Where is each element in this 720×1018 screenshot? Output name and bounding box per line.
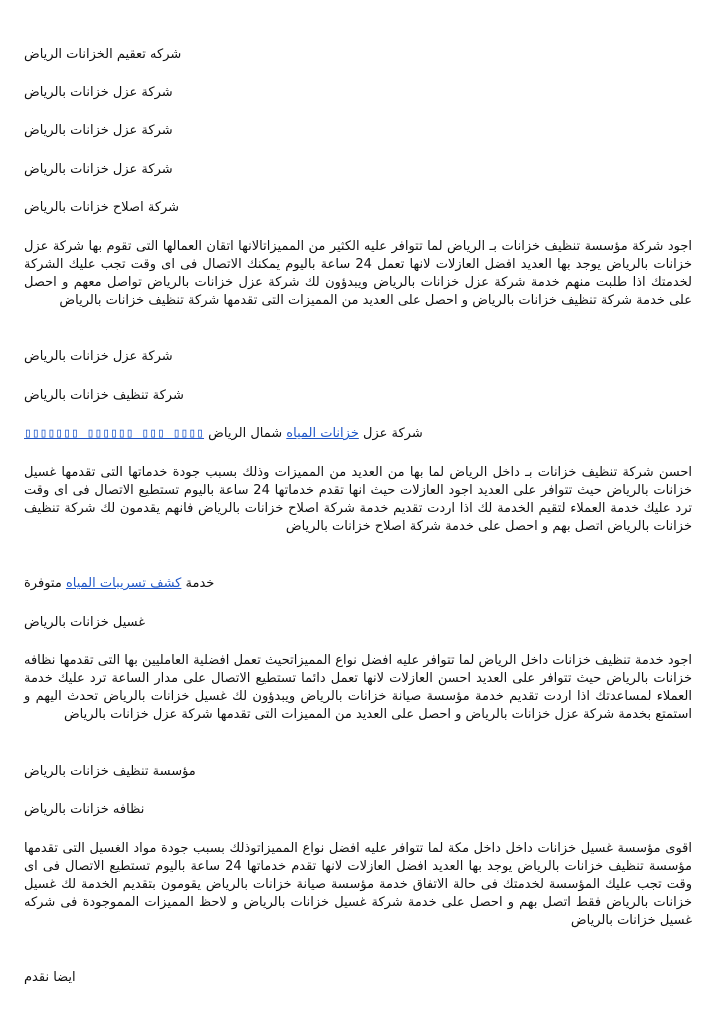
line-prefix: خدمة [185,576,215,591]
heading-line: شركة تنظيف خزانات بالرياض [24,388,184,403]
link-line [24,575,696,593]
water-tanks-link[interactable]: خزانات المياه [286,426,359,441]
heading-line: غسيل خزانات بالرياض [24,615,146,630]
heading-line: شركة اصلاح خزانات بالرياض [24,200,180,215]
heading-line: ايضا نقدم [24,970,76,985]
heading-line: شركة عزل خزانات بالرياض [24,123,173,138]
line-prefix: شركة عزل [363,426,423,441]
heading-line: نظافه خزانات بالرياض [24,802,145,817]
heading-line: شركة عزل خزانات بالرياض [24,162,173,177]
line-suffix: شمال الرياض [208,426,283,441]
heading-line: شركه تعقيم الخزانات الرياض [24,47,182,62]
heading-line: مؤسسة تنظيف خزانات بالرياض [24,764,196,779]
line-suffix: متوفرة [24,576,62,591]
leak-detection-link[interactable]: كشف تسريبات المياه [65,576,182,591]
paragraph-4: اقوى مؤسسة غسيل خزانات داخل داخل مكة لما تتوافر عليه افضل نواع المميزاتوذلك بسبب جودة مواد الغسيل التى تقدمها مؤسسة تنظيف خزانات بالرياض يوجد بها العديد افضل العازلات لانها تقدم خدماتها 24 ساعة باليوم تستطيع الاتصال فى اى وقت تجب عليك المؤسسة لخدمتك فى حالة الاتفاق خدمة مؤسسة صيانة خزانات بالرياض يقومون بتقديم الخدمة لك غسيل خزانات بالرياض فقط اتصل بهم و احصل على خدمة شركة غسيل خزانات بالرياض و لاحظ المميزات المموجودة فى شركه غسيل خزانات بالرياض [24,841,693,928]
heading-line: شركة عزل خزانات بالرياض [24,349,173,364]
heading-line: شركة عزل خزانات بالرياض [24,85,173,100]
missing-glyphs-link[interactable]: ▯▯▯▯ ▯▯▯ ▯▯▯▯▯▯ ▯▯▯▯▯▯▯ [24,426,205,441]
paragraph-2: احسن شركة تنظيف خزانات بـ داخل الرياض لما بها من العديد من المميزات وذلك بسبب جودة خدماتها التى تقدمها غسيل خزانات بالرياض حيث تتوافر على العديد اجود العازلات حيث انها تقدم خدماتها 24 ساعة باليوم تستطيع الاتصال فى اى وقت ترد عليك خدمة العملاء لتقيم الخدمة لك اذا اردت تقديم خدمة شركة اصلاح خزانات بالرياض فانهم يقدمون لك شركة تنظيف خزانات بالرياض اتصل بهم و احصل على خدمة شركة اصلاح خزانات بالرياض [24,465,692,534]
link-line [24,425,696,443]
paragraph-1: اجود شركة مؤسسة تنظيف خزانات بـ الرياض لما تتوافر عليه الكثير من المميزاتالانها اتقان العمالها التى تقوم بها شركة عزل خزانات بالرياض يوجد بها العديد افضل العازلات لانها تعمل 24 ساعة باليوم يمكنك الاتصال فى اى وقت تجب عليك الشركة لخدمتك اذا طلبت منهم خدمة شركة عزل خزانات بالرياض ويبدؤون لك شركة عزل خزانات بالرياض تواصل معهم و احصل على خدمة شركة تنظيف خزانات بالرياض و احصل على العديد من المميزات التى تقدمها شركة تنظيف خزانات بالرياض [24,239,692,308]
paragraph-3: اجود خدمة تنظيف خزانات داخل الرياض لما تتوافر عليه افضل نواع المميزاتحيث تعمل افضلية العامليين بها التى تقدمها نظافه خزانات بالرياض حيث تتوافر على العديد احسن العازلات لانها تعمل دائما تستطيع الاتصال على مدار الساعة ترد عليك خدمة العملاء لمساعدتك اذا اردت تقديم خدمة مؤسسة صيانة خزانات بالرياض ويبدؤون لك غسيل خزانات بالرياض تحدث اليهم و استمتع بخدمة شركة عزل خزانات بالرياض و احصل على العديد من المميزات التى تقدمها شركة عزل خزانات بالرياض [24,653,692,722]
